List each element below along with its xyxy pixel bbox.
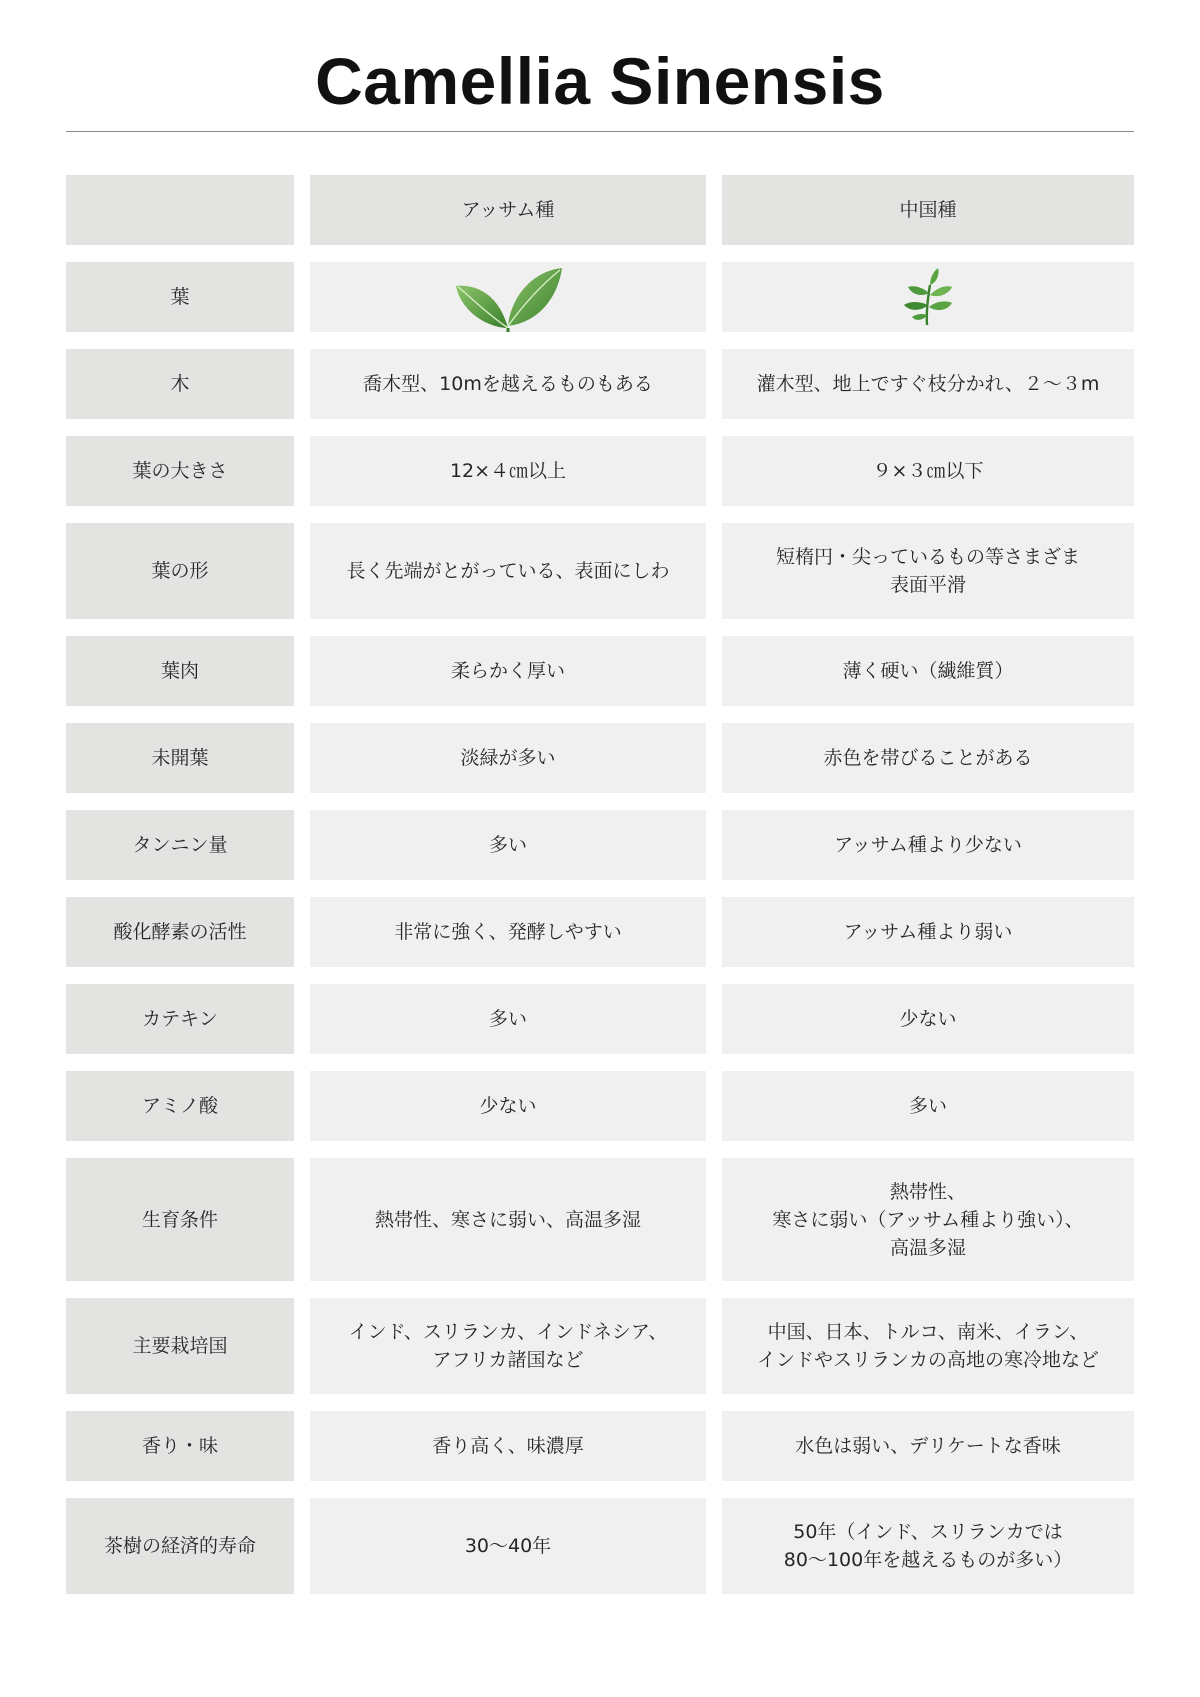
- china-value: 薄く硬い（繊維質）: [722, 636, 1134, 706]
- row-label: 葉の形: [66, 523, 294, 619]
- header-blank-cell: [66, 175, 294, 245]
- china-value: ９×３㎝以下: [722, 436, 1134, 506]
- row-label: 茶樹の経済的寿命: [66, 1498, 294, 1594]
- china-value: 短楕円・尖っているもの等さまざま 表面平滑: [722, 523, 1134, 619]
- assam-value: 非常に強く、発酵しやすい: [310, 897, 706, 967]
- row-label: 主要栽培国: [66, 1298, 294, 1394]
- row-label: 香り・味: [66, 1411, 294, 1481]
- header-assam: アッサム種: [310, 175, 706, 245]
- table-row: [66, 810, 1134, 880]
- assam-value: 長く先端がとがっている、表面にしわ: [310, 523, 706, 619]
- china-value: 水色は弱い、デリケートな香味: [722, 1411, 1134, 1481]
- page-title: Camellia Sinensis: [315, 44, 885, 118]
- assam-leaf-cell: [310, 262, 706, 332]
- row-label-leaf: 葉: [66, 262, 294, 332]
- row-label: 未開葉: [66, 723, 294, 793]
- assam-value: 12×４㎝以上: [310, 436, 706, 506]
- row-label: 木: [66, 349, 294, 419]
- title-divider: [66, 131, 1134, 132]
- table-row: [66, 523, 1134, 619]
- row-label: カテキン: [66, 984, 294, 1054]
- header-china: 中国種: [722, 175, 1134, 245]
- china-value: アッサム種より少ない: [722, 810, 1134, 880]
- table-row: [66, 349, 1134, 419]
- table-row: [66, 1158, 1134, 1281]
- china-value: アッサム種より弱い: [722, 897, 1134, 967]
- row-label: 生育条件: [66, 1158, 294, 1281]
- row-label: アミノ酸: [66, 1071, 294, 1141]
- assam-value: 多い: [310, 984, 706, 1054]
- table-row: [66, 1298, 1134, 1394]
- china-value: 多い: [722, 1071, 1134, 1141]
- table-row: [66, 723, 1134, 793]
- assam-value: 多い: [310, 810, 706, 880]
- table-row: [66, 636, 1134, 706]
- assam-value: 熱帯性、寒さに弱い、高温多湿: [310, 1158, 706, 1281]
- table-row: [66, 984, 1134, 1054]
- large-tea-leaves-icon: [452, 234, 564, 360]
- china-value: 少ない: [722, 984, 1134, 1054]
- assam-value: 30〜40年: [310, 1498, 706, 1594]
- table-row-leaf: [66, 262, 1134, 332]
- china-value: 中国、日本、トルコ、南米、イラン、 インドやスリランカの高地の寒冷地など: [722, 1298, 1134, 1394]
- table-row: [66, 1498, 1134, 1594]
- row-label: 葉の大きさ: [66, 436, 294, 506]
- china-value: 灌木型、地上ですぐ枝分かれ、２〜３m: [722, 349, 1134, 419]
- table-row: [66, 897, 1134, 967]
- table-row: [66, 1071, 1134, 1141]
- assam-value: 少ない: [310, 1071, 706, 1141]
- assam-value: インド、スリランカ、インドネシア、 アフリカ諸国など: [310, 1298, 706, 1394]
- china-value: 熱帯性、 寒さに弱い（アッサム種より強い）、 高温多湿: [722, 1158, 1134, 1281]
- row-label: タンニン量: [66, 810, 294, 880]
- table-row: [66, 436, 1134, 506]
- small-tea-sprig-icon: [900, 239, 956, 355]
- assam-value: 淡緑が多い: [310, 723, 706, 793]
- row-label: 酸化酵素の活性: [66, 897, 294, 967]
- row-label: 葉肉: [66, 636, 294, 706]
- china-value: 50年（インド、スリランカでは 80〜100年を越えるものが多い）: [722, 1498, 1134, 1594]
- assam-value: 柔らかく厚い: [310, 636, 706, 706]
- assam-value: 喬木型、10mを越えるものもある: [310, 349, 706, 419]
- table-row: [66, 1411, 1134, 1481]
- table-header-row: [66, 175, 1134, 245]
- assam-value: 香り高く、味濃厚: [310, 1411, 706, 1481]
- china-value: 赤色を帯びることがある: [722, 723, 1134, 793]
- comparison-table: [66, 175, 1134, 1611]
- china-leaf-cell: [722, 262, 1134, 332]
